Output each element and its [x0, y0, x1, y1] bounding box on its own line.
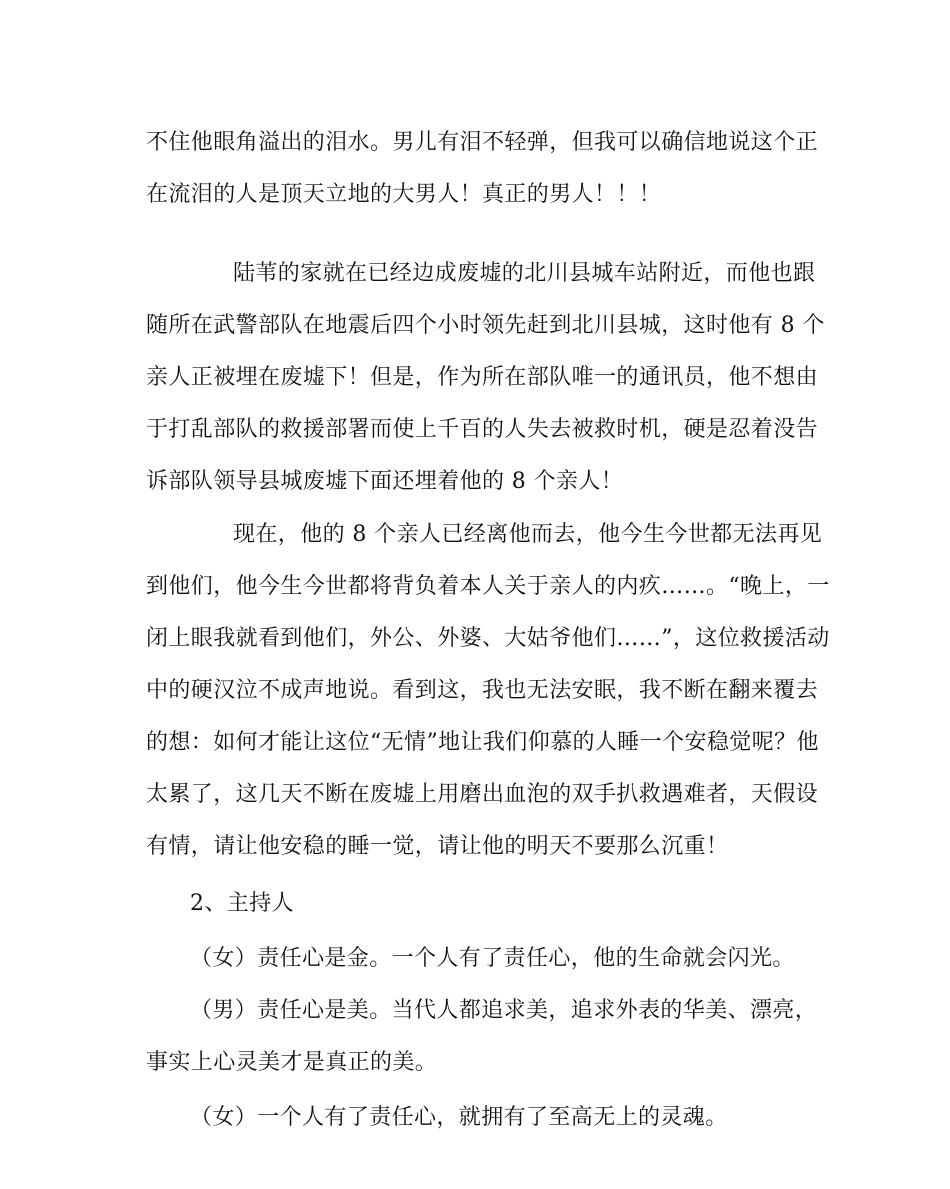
text-line: 现在，他的 8 个亲人已经离他而去，他今生今世都无法再见: [233, 522, 823, 547]
text-line: 在流泪的人是顶天立地的大男人！真正的男人！！！: [146, 182, 662, 207]
text-line: 中的硬汉泣不成声地说。看到这，我也无法安眠，我不断在翻来覆去: [146, 678, 819, 703]
text-line: （女）一个人有了责任心，就拥有了至高无上的灵魂。: [190, 1105, 728, 1130]
text-line: 事实上心灵美才是真正的美。: [146, 1050, 438, 1075]
text-line: 不住他眼角溢出的泪水。男儿有泪不轻弹，但我可以确信地说这个正: [146, 130, 819, 155]
text-line: 太累了，这几天不断在废墟上用磨出血泡的双手扒救遇难者，天假设: [146, 782, 819, 807]
text-line: 于打乱部队的救援部署而使上千百的人失去被救时机，硬是忍着没告: [146, 417, 819, 442]
text-line: 随所在武警部队在地震后四个小时领先赶到北川县城，这时他有 8 个: [146, 313, 825, 338]
text-line: （女）责任心是金。一个人有了责任心，他的生命就会闪光。: [190, 946, 795, 971]
text-line: （男）责任心是美。当代人都追求美，追求外表的华美、漂亮，: [190, 998, 818, 1023]
text-line: 诉部队领导县城废墟下面还埋着他的 8 个亲人！: [146, 469, 624, 494]
text-line: 到他们，他今生今世都将背负着本人关于亲人的内疚……。“晚上，一: [146, 574, 830, 599]
text-line: 陆苇的家就在已经边成废墟的北川县城车站附近，而他也跟: [233, 261, 816, 286]
text-line: 的想：如何才能让这位“无情”地让我们仰慕的人睡一个安稳觉呢？他: [146, 730, 819, 755]
text-line: 亲人正被埋在废墟下！但是，作为所在部队唯一的通讯员，他不想由: [146, 365, 819, 390]
text-line: 有情，请让他安稳的睡一觉，请让他的明天不要那么沉重！: [146, 834, 729, 859]
section-heading: 2、主持人: [190, 891, 294, 916]
text-line: 闭上眼我就看到他们，外公、外婆、大姑爷他们……”，这位救援活动: [146, 626, 830, 651]
